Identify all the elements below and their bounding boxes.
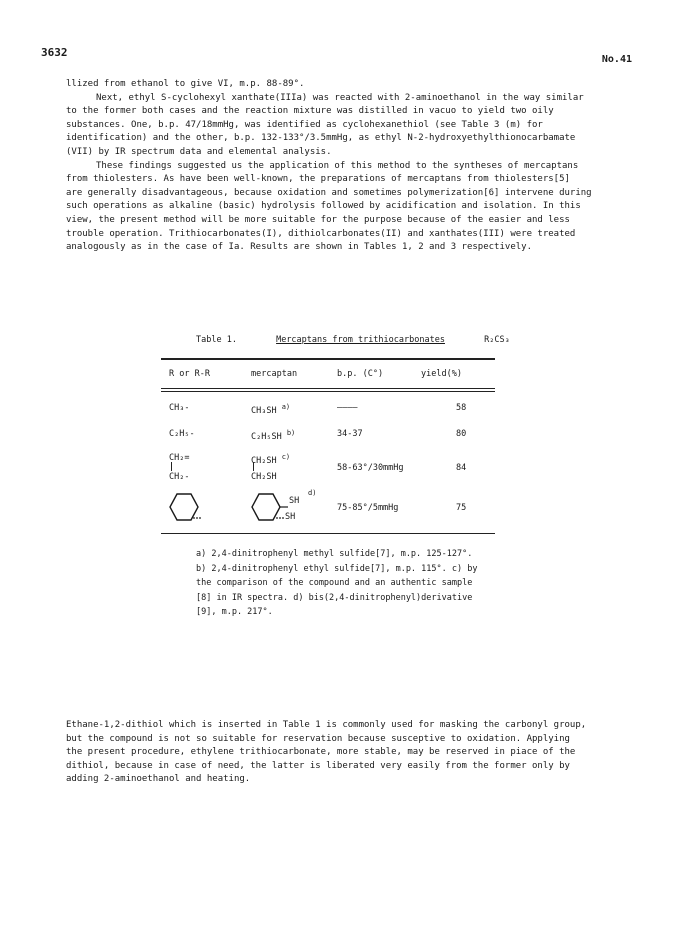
table-cell-bp: ———— bbox=[337, 403, 358, 413]
footer-line: Ethane-1,2-dithiol which is inserted in Table 1 is commonly used for masking the carbonyl group, bbox=[66, 720, 587, 730]
table-cell-bp: 34-37 bbox=[337, 429, 363, 439]
body-line: These findings suggested us the application of this method to the syntheses of mercaptans bbox=[96, 160, 579, 171]
footer-paragraph bbox=[66, 719, 626, 787]
body-line: trouble operation. Trithiocarbonates(I), dithiolcarbonates(II) and xanthates(III) were treated bbox=[66, 228, 576, 239]
table-header-cell: b.p. (C°) bbox=[337, 369, 384, 379]
bond-line bbox=[253, 462, 254, 471]
mercaptan-text: CH₃SH bbox=[251, 405, 277, 416]
table-bottom-rule bbox=[161, 533, 495, 534]
cyclohexane-dithiol-ring-icon bbox=[251, 491, 289, 523]
table-cell-mercaptan-bottom: CH₂SH bbox=[251, 472, 277, 482]
table-note: a) 2,4-dinitrophenyl methyl sulfide[7], m.p. 125-127°. bbox=[196, 549, 473, 559]
body-line: from thiolesters. As have been well-known, the preparations of mercaptans from thiolesters[5] bbox=[66, 174, 570, 185]
body-line: substances. One, b.p. 47/18mmHg, was identified as cyclohexanethiol (see Table 3 (m) for bbox=[66, 119, 543, 130]
body-line: (VII) by IR spectrum data and elemental analysis. bbox=[66, 146, 332, 157]
body-line: analogously as in the case of Ia. Results are shown in Tables 1, 2 and 3 respectively. bbox=[66, 242, 532, 253]
table-cell-bp: 75-85°/5mmHg bbox=[337, 503, 399, 513]
table-cell-mercaptan bbox=[251, 429, 295, 442]
table-label: Table 1. bbox=[196, 335, 237, 345]
bond-line bbox=[171, 462, 172, 471]
body-text bbox=[66, 78, 614, 255]
table-cell-sh: SH bbox=[289, 496, 300, 506]
body-line: view, the present method will be more suitable for the purpose because of the easier and less bbox=[66, 214, 570, 225]
footer-line: but the compound is not so suitable for reservation because susceptive to oxidation. Applying bbox=[66, 733, 570, 744]
table-header-cell: R or R-R bbox=[169, 369, 210, 379]
body-line: identification) and the other, b.p. 132-133°/3.5mmHg, as ethyl N-2-hydroxyethylthionocarbamate bbox=[66, 133, 576, 144]
mercaptan-text: C₂H₅SH bbox=[251, 431, 282, 442]
table-cell-r-bottom: CH₂- bbox=[169, 472, 190, 482]
table-cell-r: CH₃- bbox=[169, 403, 190, 413]
journal-issue: No.41 bbox=[601, 54, 632, 65]
table-note: the comparison of the compound and an authentic sample bbox=[196, 578, 473, 588]
table-notes bbox=[196, 547, 496, 620]
table-cell-yield: 58 bbox=[456, 403, 467, 413]
table-cell-r-top: CH₂= bbox=[169, 453, 190, 463]
footer-line: dithiol, because in case of need, the latter is liberated very easily from the former only by bbox=[66, 760, 570, 771]
table-cell-r: C₂H₅- bbox=[169, 429, 195, 439]
footnote-ref: a) bbox=[281, 403, 291, 411]
body-line: llized from ethanol to give VI, m.p. 88-89°. bbox=[66, 79, 305, 89]
table-header-rule bbox=[161, 388, 495, 389]
body-line: to the former both cases and the reaction mixture was distilled in vacuo to yield two oily bbox=[66, 106, 554, 117]
table-cell-yield: 80 bbox=[456, 429, 467, 439]
body-line: are generally disadvantageous, because oxidation and sometimes polymerization[6] intervene during bbox=[66, 187, 592, 198]
footnote-ref: b) bbox=[286, 429, 296, 437]
mercaptan-text: CH₂SH bbox=[251, 455, 277, 466]
table-formula: R₂CS₃ bbox=[484, 335, 510, 345]
cyclohexane-ring-icon bbox=[167, 491, 207, 523]
table-header-rule bbox=[161, 391, 495, 392]
table-top-rule bbox=[161, 358, 495, 360]
table-cell-yield: 84 bbox=[456, 463, 467, 473]
table-header-cell: yield(%) bbox=[421, 369, 462, 379]
footnote-ref: c) bbox=[281, 453, 291, 461]
table-cell-mercaptan-top bbox=[251, 453, 290, 466]
body-line: such operations as alkaline (basic) hydrolysis followed by acidification and isolation. In this bbox=[66, 201, 581, 212]
body-line: Next, ethyl S-cyclohexyl xanthate(IIIa) was reacted with 2-aminoethanol in the way similar bbox=[96, 92, 584, 103]
table-note: b) 2,4-dinitrophenyl ethyl sulfide[7], m.p. 115°. c) by bbox=[196, 563, 478, 574]
footer-line: the present procedure, ethylene trithiocarbonate, more stable, may be reserved in piace of the bbox=[66, 747, 576, 758]
table-cell-sh: SH bbox=[285, 512, 296, 522]
page-number: 3632 bbox=[41, 46, 68, 59]
table-note: [9], m.p. 217°. bbox=[196, 607, 273, 617]
table-title bbox=[196, 335, 544, 345]
table-cell-yield: 75 bbox=[456, 503, 467, 513]
footer-line: adding 2-aminoethanol and heating. bbox=[66, 774, 251, 785]
table-header-cell: mercaptan bbox=[251, 369, 298, 379]
table-cell-mercaptan bbox=[251, 403, 290, 416]
table-caption: Mercaptans from trithiocarbonates bbox=[276, 335, 445, 345]
table-cell-bp: 58-63°/30mmHg bbox=[337, 463, 404, 473]
footnote-ref: d) bbox=[308, 489, 317, 497]
table-note: [8] in IR spectra. d) bis(2,4-dinitrophenyl)derivative bbox=[196, 592, 473, 603]
